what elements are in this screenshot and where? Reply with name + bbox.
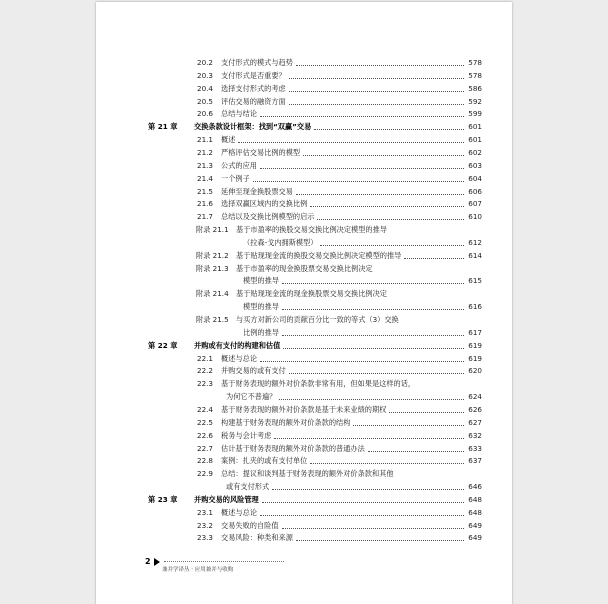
entry-title: 支付形式的模式与趋势 (221, 58, 293, 67)
entry-number: 20.2 (197, 58, 214, 67)
entry-page-number: 637 (468, 456, 482, 466)
entry-title: 或有支付形式 (226, 482, 270, 492)
toc-entry (96, 532, 512, 544)
entry-number: 22.5 (197, 417, 214, 427)
dot-leader (283, 340, 464, 349)
entry-title: 严格评估交易比例的模型 (221, 147, 301, 157)
entry-number: 附录 21.4 (196, 289, 229, 299)
entry-title: 交易失败的自险值 (221, 520, 279, 530)
entry-title: 总结以及交换比例模型的启示 (221, 212, 315, 222)
toc-entry (96, 520, 512, 532)
dot-leader (289, 365, 464, 374)
entry-number: 附录 21.2 (196, 250, 229, 260)
entry-number: 附录 21.3 (196, 263, 229, 273)
entry-title: 案例：扎夹的或有支付单位 (221, 456, 308, 466)
entry-title: 延伸至现金换股票交易 (221, 186, 293, 196)
entry-number: 22.4 (197, 404, 214, 414)
dot-leader (260, 108, 464, 117)
dot-leader (310, 455, 464, 464)
entry-page-number: 633 (468, 443, 482, 453)
entry-title: 基于市盈率的现金换股票交易交换比例决定 (236, 263, 373, 273)
entry-title: （拉森-戈内拥斯模型） (243, 237, 318, 247)
toc-entry (96, 83, 512, 95)
running-title: 兼并学译丛 · 应用兼并与收购 (162, 567, 234, 573)
entry-page-number: 606 (468, 186, 482, 196)
toc-entry (96, 224, 512, 236)
entry-title: 基于财务表现的额外对价条款是基于未来业绩的期权 (221, 404, 387, 414)
chapter-heading (96, 340, 512, 352)
entry-page-number: 617 (468, 327, 482, 337)
entry-number: 22.1 (197, 353, 214, 363)
toc-entry (96, 443, 512, 455)
dot-leader (314, 121, 464, 130)
chapter-heading (96, 121, 512, 133)
toc-entry (96, 430, 512, 442)
dot-leader (289, 83, 464, 92)
dot-leader (303, 147, 464, 156)
entry-page-number: 648 (468, 507, 482, 517)
entry-page-number: 604 (468, 173, 482, 183)
toc-entry (96, 468, 512, 480)
dot-leader (368, 443, 464, 452)
toc-entry (96, 57, 512, 69)
entry-page-number: 578 (468, 58, 482, 67)
entry-number: 22.2 (197, 366, 214, 376)
toc-entry (96, 481, 512, 493)
entry-number: 20.3 (197, 70, 214, 80)
triangle-marker-icon (154, 558, 160, 566)
toc-entry (96, 288, 512, 300)
document-page (96, 2, 512, 604)
entry-page-number: 616 (468, 302, 482, 312)
entry-page-number: 578 (468, 70, 482, 80)
toc-entry (96, 237, 512, 249)
dot-leader (282, 520, 464, 529)
toc-entry (96, 211, 512, 223)
entry-page-number: 586 (468, 83, 482, 93)
entry-title: 概述 (221, 135, 236, 145)
entry-page-number: 649 (468, 520, 482, 530)
dot-leader (404, 250, 464, 259)
entry-page-number: 620 (468, 366, 482, 376)
entry-page-number: 601 (468, 122, 482, 132)
entry-number: 第 21 章 (148, 122, 178, 132)
toc-entry (96, 160, 512, 172)
entry-page-number: 612 (468, 237, 482, 247)
entry-page-number: 607 (468, 199, 482, 209)
entry-number: 22.6 (197, 430, 214, 440)
toc-entry (96, 314, 512, 326)
entry-title: 选择双赢区域内的交换比例 (221, 199, 308, 209)
entry-title: 并购交易的风险管理 (194, 494, 259, 504)
dot-leader (279, 391, 464, 400)
entry-page-number: 592 (468, 96, 482, 106)
entry-number: 22.9 (197, 469, 214, 479)
dot-leader (289, 70, 464, 79)
dot-leader (282, 301, 464, 310)
entry-number: 21.4 (197, 173, 214, 183)
entry-title: 基于财务表现的额外对价条款非常有用，但如果是这样的话， (221, 379, 416, 389)
entry-page-number: 619 (468, 340, 482, 350)
entry-page-number: 615 (468, 276, 482, 286)
toc-entry (96, 198, 512, 210)
entry-page-number: 624 (468, 392, 482, 402)
entry-title: 比例的推导 (243, 327, 279, 337)
entry-number: 20.5 (197, 96, 214, 106)
toc-entry (96, 365, 512, 377)
page-number: 2 (145, 557, 151, 566)
dot-leader (296, 57, 464, 66)
entry-title: 与买方对新公司的贡献百分比一致的等式（3）交换 (236, 315, 399, 324)
dot-leader (282, 275, 464, 284)
entry-title: 选择支付形式的考虑 (221, 83, 286, 93)
toc-entry (96, 263, 512, 275)
toc-entry (96, 507, 512, 519)
dot-leader (296, 186, 464, 195)
dot-leader (274, 430, 464, 439)
entry-title: 并购或有支付的构建和估值 (194, 340, 281, 350)
dot-leader (260, 507, 464, 516)
toc-entry (96, 327, 512, 339)
dot-leader (353, 417, 464, 426)
toc-entry (96, 70, 512, 82)
entry-number: 21.5 (197, 186, 214, 196)
entry-number: 22.7 (197, 443, 214, 453)
entry-page-number: 599 (468, 109, 482, 119)
entry-page-number: 610 (468, 212, 482, 222)
dot-leader (238, 134, 464, 143)
dot-leader (262, 494, 464, 503)
footer-rule (164, 561, 284, 562)
entry-title: 概述与总论 (221, 507, 257, 517)
dot-leader (253, 173, 464, 182)
entry-title: 总结与结论 (221, 109, 257, 119)
toc-entry (96, 173, 512, 185)
dot-leader (272, 481, 464, 490)
entry-title: 公式的应用 (221, 160, 257, 170)
entry-page-number: 632 (468, 430, 482, 440)
toc-entry (96, 134, 512, 146)
entry-number: 附录 21.5 (196, 315, 229, 324)
entry-number: 21.2 (197, 147, 214, 157)
entry-title: 交易风险：种类和来源 (221, 533, 293, 543)
entry-page-number: 619 (468, 353, 482, 363)
entry-number: 22.8 (197, 456, 214, 466)
entry-page-number: 626 (468, 404, 482, 414)
toc-entry (96, 417, 512, 429)
entry-number: 21.3 (197, 160, 214, 170)
entry-title: 构建基于财务表现的额外对价条款的结构 (221, 417, 351, 427)
entry-page-number: 649 (468, 533, 482, 543)
dot-leader (296, 532, 464, 541)
entry-page-number: 627 (468, 417, 482, 427)
entry-title: 评估交易的融资方面 (221, 96, 286, 106)
entry-number: 21.6 (197, 199, 214, 209)
entry-page-number: 646 (468, 482, 482, 492)
toc-entry (96, 404, 512, 416)
dot-leader (310, 198, 464, 207)
entry-title: 税务与会计考虑 (221, 430, 272, 440)
dot-leader (260, 353, 464, 362)
entry-number: 21.7 (197, 212, 214, 222)
entry-title: 支付形式是否重要？ (221, 70, 286, 80)
toc-entry (96, 378, 512, 390)
entry-title: 交换条款设计框架：找到“双赢”交易 (194, 122, 312, 132)
entry-title: 基于市盈率的换股交易交换比例决定模型的推导 (236, 225, 387, 235)
toc-entry (96, 455, 512, 467)
toc-entry (96, 301, 512, 313)
toc-entry (96, 391, 512, 403)
entry-title: 总结：提议和谈判基于财务表现的额外对价条款和其他 (221, 469, 394, 479)
dot-leader (289, 96, 464, 105)
entry-number: 23.1 (197, 507, 214, 517)
toc-entry (96, 96, 512, 108)
toc-entry (96, 147, 512, 159)
entry-number: 20.4 (197, 83, 214, 93)
toc-entry (96, 186, 512, 198)
entry-number: 第 22 章 (148, 340, 178, 350)
chapter-heading (96, 494, 512, 506)
entry-number: 20.6 (197, 109, 214, 119)
toc-entry (96, 250, 512, 262)
entry-number: 第 23 章 (148, 494, 178, 504)
entry-title: 并购交易的或有支付 (221, 366, 286, 376)
toc-entry (96, 108, 512, 120)
dot-leader (320, 237, 464, 246)
entry-page-number: 603 (468, 160, 482, 170)
entry-number: 附录 21.1 (196, 225, 229, 235)
entry-number: 22.3 (197, 379, 214, 389)
toc-entry (96, 353, 512, 365)
entry-page-number: 602 (468, 147, 482, 157)
entry-page-number: 614 (468, 250, 482, 260)
entry-number: 23.2 (197, 520, 214, 530)
toc-entry (96, 275, 512, 287)
entry-number: 21.1 (197, 135, 214, 145)
entry-page-number: 601 (468, 135, 482, 145)
entry-page-number: 648 (468, 494, 482, 504)
dot-leader (389, 404, 464, 413)
entry-title: 基于贴现现金流的现金换股票交易交换比例决定 (236, 289, 387, 299)
dot-leader (260, 160, 464, 169)
entry-title: 模型的推导 (243, 276, 279, 286)
dot-leader (317, 211, 464, 220)
entry-title: 为何它不普遍？ (226, 392, 277, 402)
entry-title: 模型的推导 (243, 302, 279, 312)
entry-title: 基于贴现现金流的换股交易交换比例决定模型的推导 (236, 250, 402, 260)
dot-leader (282, 327, 464, 336)
entry-title: 估计基于财务表现的额外对价条款的普通办法 (221, 443, 365, 453)
entry-title: 一个例子 (221, 173, 250, 183)
entry-title: 概述与总论 (221, 353, 257, 363)
entry-number: 23.3 (197, 533, 214, 543)
